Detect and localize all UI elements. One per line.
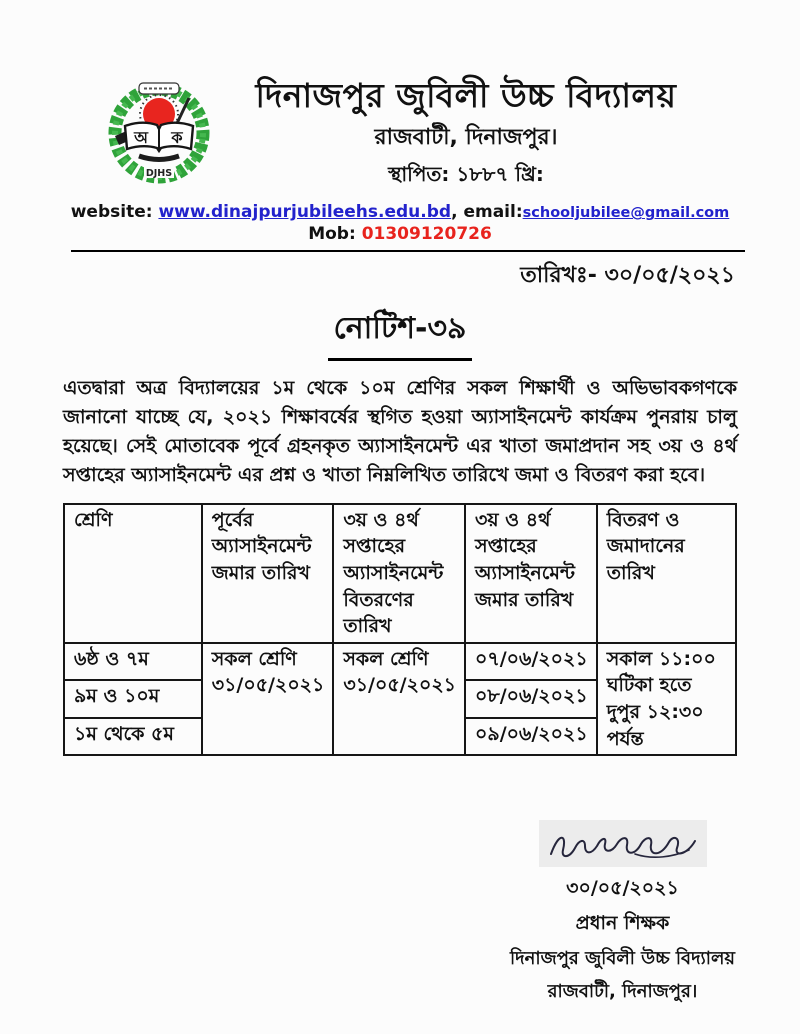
signature-scribble-icon — [543, 824, 703, 864]
established-line: স্থাপিত: ১৮৮৭ খ্রি: — [388, 162, 544, 187]
mob-label: Mob: — [308, 224, 356, 245]
col-header-time: বিতরণ ও জমাদানের তারিখ — [597, 504, 736, 643]
mobile-line — [63, 224, 737, 244]
letterhead — [63, 78, 737, 193]
website-label: website: — [70, 202, 153, 223]
notice-title: নোটিশ-৩৯ — [328, 304, 473, 361]
email-label: , email: — [451, 202, 523, 223]
notice-body: এতদ্বারা অত্র বিদ্যালয়ের ১ম থেকে ১০ম শ্রেণির সকল শিক্ষার্থী ও অভিভাবকগণকে জানানো যাচ্ছে যে, ২০২১ শিক্ষাবর্ষের স্থগিত হওয়া অ্যাসাইনমেন্ট কার্যক্রম পুনরায় চালু হয়েছে। সেই মোতাবেক পূর্বে গ্রহনকৃত অ্যাসাইনমেন্ট এর খাতা জমাপ্রদান সহ ৩য় ও ৪র্থ সপ্তাহের অ্যাসাইনমেন্ট এর প্রশ্ন ও খাতা নিম্নলিখিত তারিখে জমা ও বিতরণ করা হবে। — [63, 377, 737, 486]
school-address: রাজবাটী, দিনাজপুর। — [374, 125, 558, 151]
email-link[interactable]: schooljubilee@gmail.com — [522, 205, 730, 222]
class-cell: ৬ষ্ঠ ও ৭ম — [64, 643, 202, 680]
signatory-address: রাজবাটী, দিনাজপুর। — [547, 981, 698, 1003]
ribbon-icon — [139, 156, 179, 160]
signatory-organization: দিনাজপুর জুবিলী উচ্চ বিদ্যালয় — [510, 948, 735, 970]
contact-line — [63, 202, 737, 222]
submission-date-cell: ০৮/০৬/২০২১ — [465, 680, 597, 717]
signature-block — [510, 820, 735, 1008]
logo-abbr: DJHS — [145, 168, 173, 179]
letterhead-text — [231, 78, 701, 193]
col-header-prev-submission: পূর্বের অ্যাসাইনমেন্ট জমার তারিখ — [202, 504, 334, 643]
class-cell: ১ম থেকে ৫ম — [64, 718, 202, 755]
book-letter-left: অ — [134, 128, 148, 147]
col-header-submission: ৩য় ও ৪র্থ সপ্তাহের অ্যাসাইনমেন্ট জমার তারিখ — [465, 504, 597, 643]
table-header-row — [64, 504, 736, 643]
mob-number: 01309120726 — [361, 224, 492, 245]
header-divider — [71, 250, 745, 252]
book-letter-right: ক — [171, 128, 183, 147]
signatory-designation: প্রধান শিক্ষক — [575, 912, 670, 935]
distribution-cell: সকল শ্রেণি ৩১/০৫/২০২১ — [333, 643, 465, 755]
website-link[interactable]: www.dinajpurjubileehs.edu.bd — [158, 202, 452, 223]
signature-date: ৩০/০৫/২০২১ — [566, 877, 679, 900]
schedule-table — [63, 503, 737, 756]
submission-date-cell: ০৯/০৬/২০২১ — [465, 718, 597, 755]
notice-date: তারিখঃ- ৩০/০৫/২০২১ — [520, 263, 735, 289]
school-logo-icon — [99, 76, 219, 186]
signature-image — [539, 820, 707, 867]
school-name: দিনাজপুর জুবিলী উচ্চ বিদ্যালয় — [255, 76, 677, 115]
prev-submission-cell: সকল শ্রেণি ৩১/০৫/২০২১ — [202, 643, 334, 755]
time-note-cell: সকাল ১১:০০ ঘটিকা হতে দুপুর ১২:৩০ পর্যন্ত — [597, 643, 736, 755]
submission-date-cell: ০৭/০৬/২০২১ — [465, 643, 597, 680]
col-header-distribution: ৩য় ও ৪র্থ সপ্তাহের অ্যাসাইনমেন্ট বিতরণের তারিখ — [333, 504, 465, 643]
table-row — [64, 643, 736, 680]
class-cell: ৯ম ও ১০ম — [64, 680, 202, 717]
col-header-class: শ্রেণি — [64, 504, 202, 643]
